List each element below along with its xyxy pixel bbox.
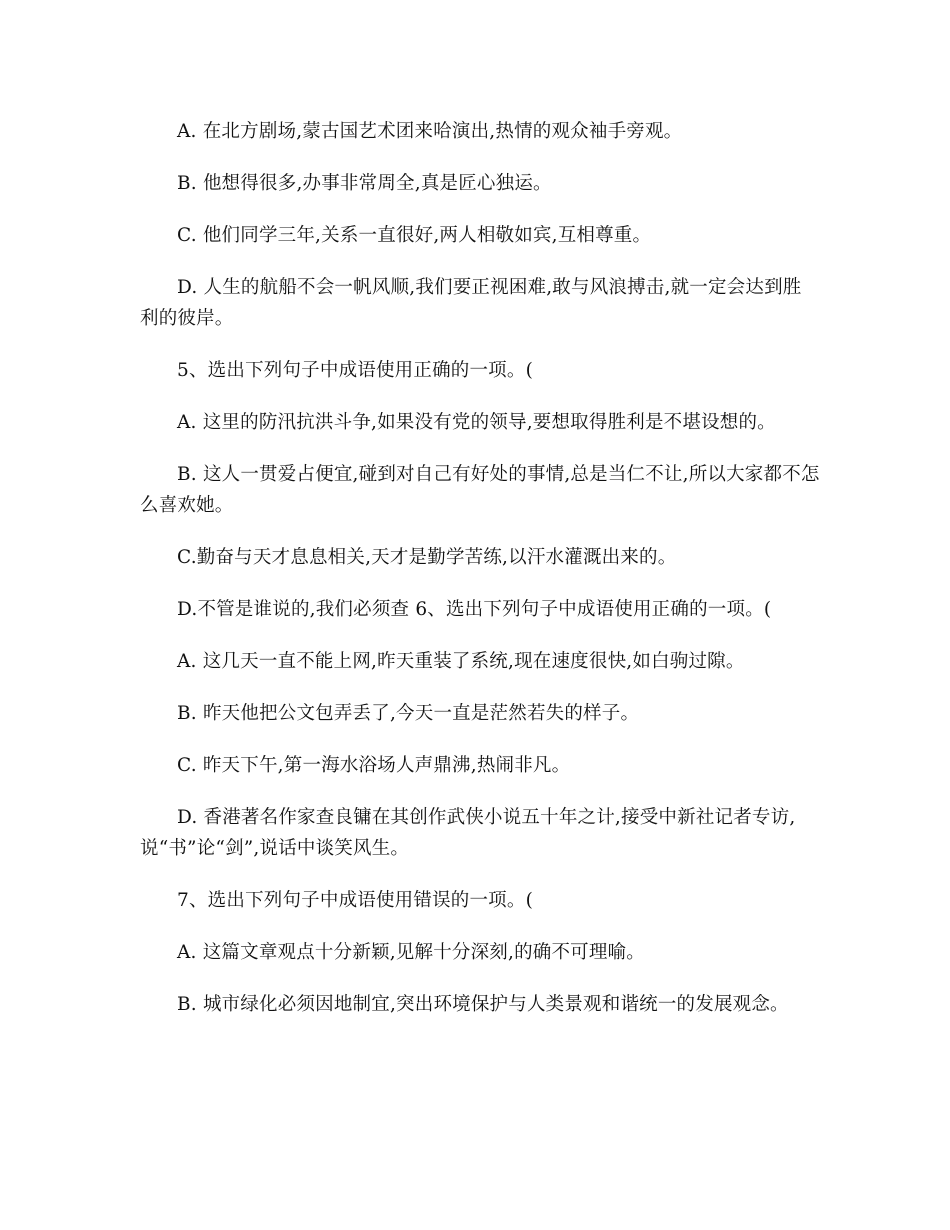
q7-option-b: B. 城市绿化必须因地制宜,突出环境保护与人类景观和谐统一的发展观念。 [177, 994, 789, 1015]
q6-option-a: A. 这几天一直不能上网,昨天重装了系统,现在速度很快,如白驹过隙。 [177, 651, 745, 672]
q6-option-b: B. 昨天他把公文包弄丢了,今天一直是茫然若失的样子。 [177, 703, 640, 724]
q5-option-a: A. 这里的防汛抗洪斗争,如果没有党的领导,要想取得胜利是不堪设想的。 [177, 412, 776, 433]
option-b-paragraph: B. 他想得很多,办事非常周全,真是匠心独运。 [177, 173, 552, 194]
document-body [140, 116, 820, 1041]
option-c-paragraph: C. 他们同学三年,关系一直很好,两人相敬如宾,互相尊重。 [177, 225, 652, 246]
option-a-paragraph: A. 在北方剧场,蒙古国艺术团来哈演出,热情的观众袖手旁观。 [177, 121, 683, 142]
q5-option-b: B. 这人一贯爱占便宜,碰到对自己有好处的事情,总是当仁不让,所以大家都不怎么喜欢她。 [140, 464, 820, 516]
option-d-paragraph: D. 人生的航船不会一帆风顺,我们要正视困难,敢与风浪搏击,就一定会达到胜利的彼岸。 [140, 277, 802, 329]
question-7-heading: 7、选出下列句子中成语使用错误的一项。( [177, 890, 533, 911]
q7-option-a: A. 这篇文章观点十分新颖,见解十分深刻,的确不可理喻。 [177, 942, 645, 963]
q6-option-c: C. 昨天下午,第一海水浴场人声鼎沸,热闹非凡。 [177, 755, 571, 776]
q5-option-d-and-question-6: D.不管是谁说的,我们必须查 6、选出下列句子中成语使用正确的一项。( [177, 599, 772, 620]
q5-option-c: C.勤奋与天才息息相关,天才是勤学苦练,以汗水灌溉出来的。 [177, 547, 677, 568]
q6-option-d: D. 香港著名作家查良镛在其创作武侠小说五十年之计,接受中新社记者专访,说“书”论“剑”,说话中谈笑风生。 [140, 807, 796, 859]
question-5-heading: 5、选出下列句子中成语使用正确的一项。( [177, 360, 533, 381]
